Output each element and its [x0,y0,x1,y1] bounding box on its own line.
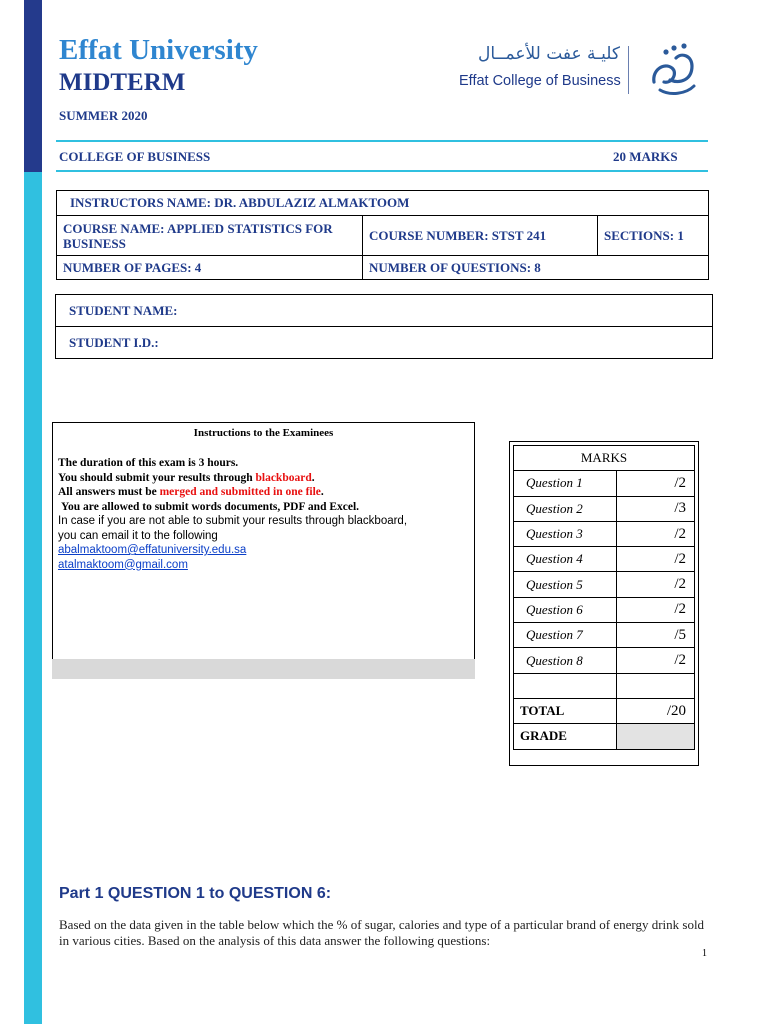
instructions-body [58,456,407,572]
marks-row: Question 6 /2 [514,597,695,622]
marks-row: Question 2 /3 [514,496,695,521]
header-rule-bottom [56,170,708,172]
instruction-allowed: You are allowed to submit words documents, PDF and Excel. [61,500,360,513]
sections: SECTIONS: 1 [598,216,709,256]
total-label: TOTAL [514,698,617,723]
instruction-submit: You should submit your results through blackboard. [58,471,315,484]
grade-cell [617,724,695,749]
number-of-questions: NUMBER OF QUESTIONS: 8 [363,256,709,280]
marks-row: Question 1 /2 [514,471,695,496]
header-rule-top [56,140,708,142]
marks-row-empty [514,673,695,698]
course-name: COURSE NAME: APPLIED STATISTICS FOR BUSINESS [57,216,363,256]
instruction-fallback-1: In case if you are not able to submit your results through blackboard, [58,515,408,527]
marks-row: Question 8 /2 [514,648,695,673]
page-number: 1 [702,948,707,959]
logo-divider [628,46,629,94]
email-link-1[interactable]: abalmaktoom@effatuniversity.edu.sa [58,544,247,556]
total-marks: 20 MARKS [613,149,678,164]
instructions-title: Instructions to the Examinees [193,427,334,439]
college-logo [455,40,700,100]
logo-arabic-text: كليـة عفت للأعمــال [478,44,620,64]
marks-row: Question 5 /2 [514,572,695,597]
exam-type-title: MIDTERM [59,69,186,96]
number-of-pages: NUMBER OF PAGES: 4 [57,256,363,280]
total-value: /20 [617,698,695,723]
course-number: COURSE NUMBER: STST 241 [363,216,598,256]
side-bar-navy [24,0,42,172]
college-name: COLLEGE OF BUSINESS [59,149,211,164]
side-bar-cyan [24,172,42,1024]
marks-row: Question 4 /2 [514,547,695,572]
marks-row: Question 3 /2 [514,521,695,546]
course-info-table [56,190,709,280]
part1-text: Based on the data given in the table below which the % of sugar, calories and type of a particular brand of energy drink sold in various cities. Based on the analysis of this data answer the following questions: [59,917,705,948]
instruction-merge: All answers must be merged and submitted in one file. [58,486,324,498]
instructions-shadow [52,659,475,679]
university-title: Effat University [59,34,258,66]
exam-session: SUMMER 2020 [59,108,148,123]
instructions-box [52,422,475,660]
grade-label: GRADE [514,724,617,749]
instructor-name: INSTRUCTORS NAME: DR. ABDULAZIZ ALMAKTOOM [57,191,709,216]
marks-row: Question 7 /5 [514,623,695,648]
marks-table [513,445,695,750]
student-name-field[interactable]: STUDENT NAME: [56,295,713,327]
marks-header: MARKS [514,446,695,471]
logo-english-text: Effat College of Business [459,73,621,89]
part1-heading: Part 1 QUESTION 1 to QUESTION 6: [59,885,332,902]
calligraphy-logo-icon [646,40,698,100]
instruction-fallback-2: you can email it to the following [58,529,218,542]
marks-table-frame [509,441,699,766]
student-id-field[interactable]: STUDENT I.D.: [56,327,713,359]
instruction-duration: The duration of this exam is 3 hours. [58,457,239,469]
student-info-table [55,294,713,359]
email-link-2[interactable]: atalmaktoom@gmail.com [58,558,188,571]
